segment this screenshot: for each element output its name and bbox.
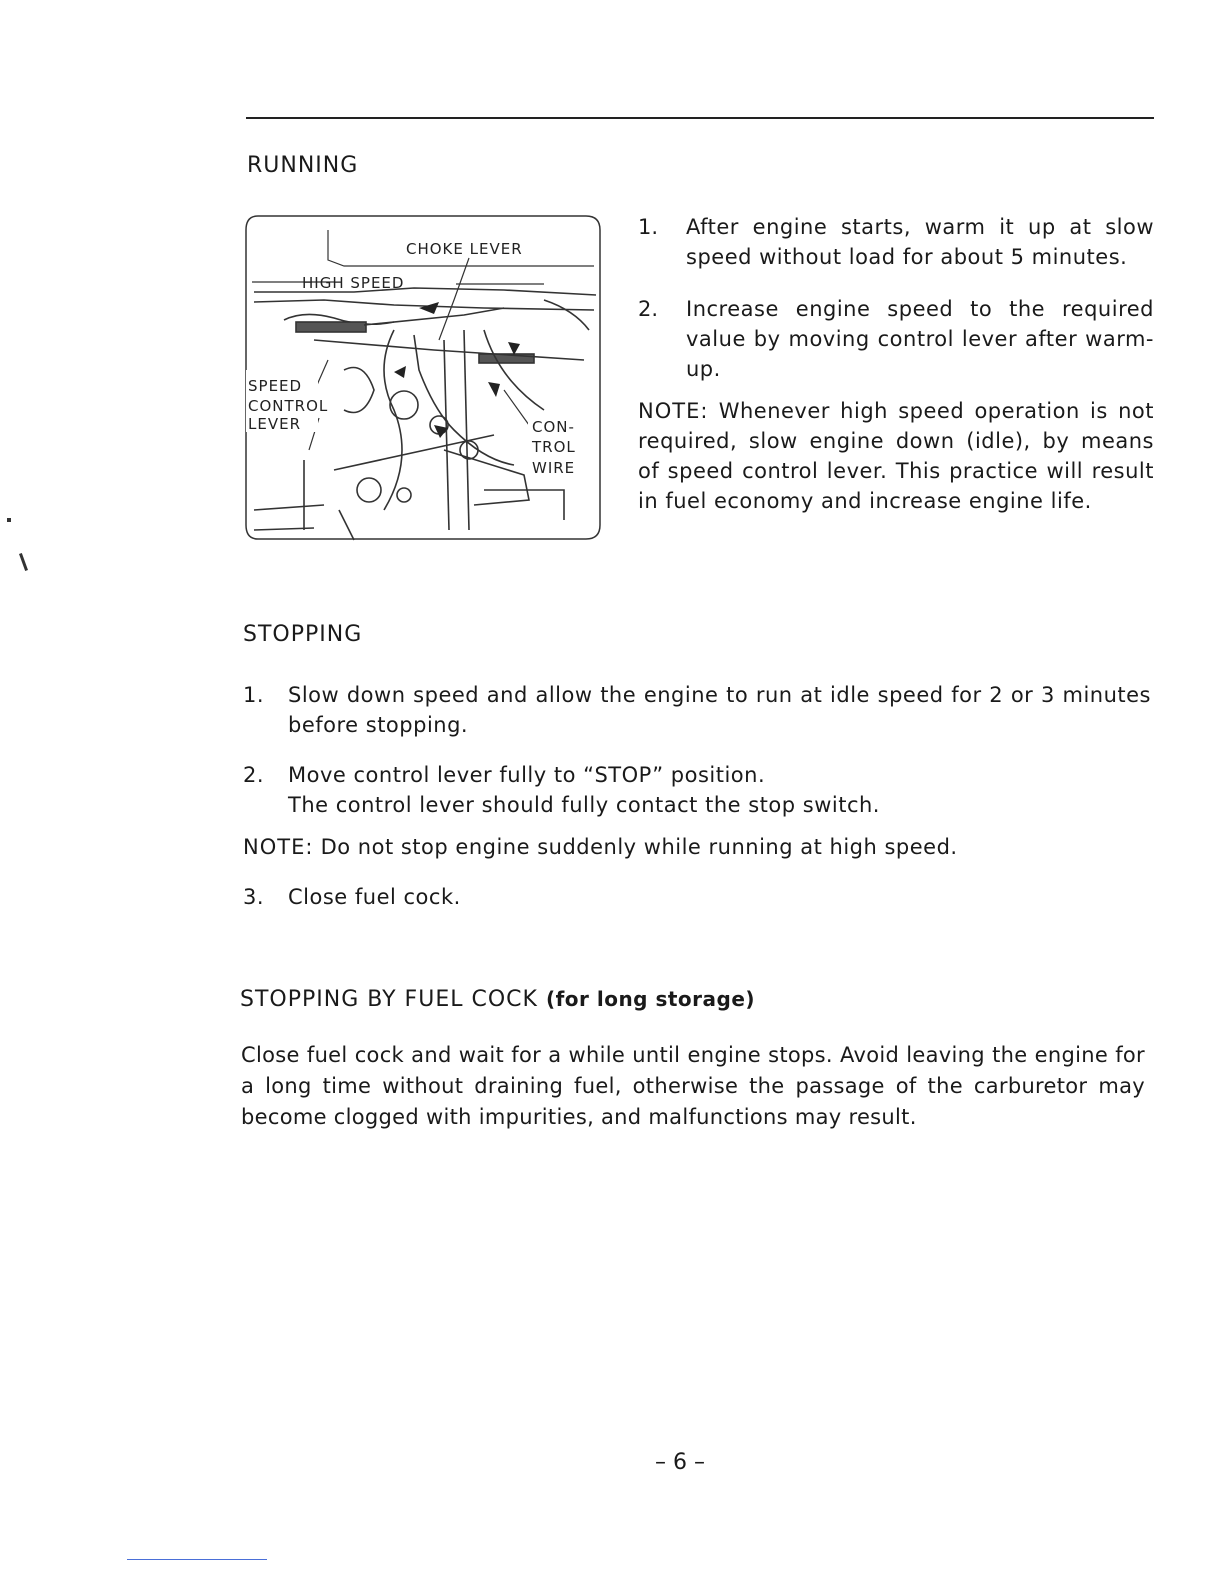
stopping-step-3: 3. Close fuel cock.	[243, 885, 461, 909]
scan-mark	[19, 553, 28, 571]
label-lever: LEVER	[248, 415, 301, 433]
stopping-instructions	[243, 680, 1151, 932]
fuel-cock-heading: STOPPING BY FUEL COCK (for long storage)	[240, 987, 756, 1012]
running-heading: RUNNING	[247, 153, 359, 178]
engine-figure	[244, 210, 604, 545]
note-text: Do not stop engine suddenly while running at high speed.	[320, 835, 958, 859]
stopping-heading: STOPPING	[243, 622, 363, 647]
note-text: Whenever high speed operation is not required, slow engine down (idle), by means of speed control lever. This practice will result in fuel economy and increase engine life.	[638, 399, 1154, 513]
note-label: NOTE:	[243, 835, 314, 859]
top-rule	[246, 117, 1154, 119]
label-wire: WIRE	[532, 459, 576, 477]
running-instructions	[638, 212, 1154, 516]
bottom-edge-line	[127, 1559, 267, 1560]
fuel-cock-subheading: (for long storage)	[545, 987, 756, 1011]
label-control: CONTROL	[248, 397, 329, 415]
fuel-cock-paragraph: Close fuel cock and wait for a while until engine stops. Avoid leaving the engine for a long time without draining fuel, otherwise the passage of the carburetor may become clogged with impurities, and malfunctions may result.	[241, 1043, 1145, 1129]
label-trol: TROL	[532, 438, 576, 456]
stopping-note	[243, 832, 1151, 862]
running-step-1: 1. After engine starts, warm it up at slow speed without load for about 5 minutes.	[638, 215, 1154, 269]
scan-mark	[7, 518, 11, 522]
note-label: NOTE:	[638, 399, 709, 423]
engine-diagram	[244, 210, 604, 545]
page-number: – 6 –	[655, 1450, 705, 1475]
label-choke-lever: CHOKE LEVER	[406, 240, 523, 258]
running-step-2: 2. Increase engine speed to the required value by moving control lever after warm-up.	[638, 297, 1154, 381]
label-speed: SPEED	[248, 377, 303, 395]
label-con: CON-	[532, 418, 575, 436]
running-note	[638, 396, 1154, 516]
stopping-step-1: 1. Slow down speed and allow the engine to run at idle speed for 2 or 3 minutes before stopping.	[243, 683, 1151, 737]
label-high-speed: HIGH SPEED	[302, 274, 405, 292]
stopping-step-2: 2. Move control lever fully to “STOP” position. The control lever should fully contact the stop switch.	[243, 763, 880, 817]
